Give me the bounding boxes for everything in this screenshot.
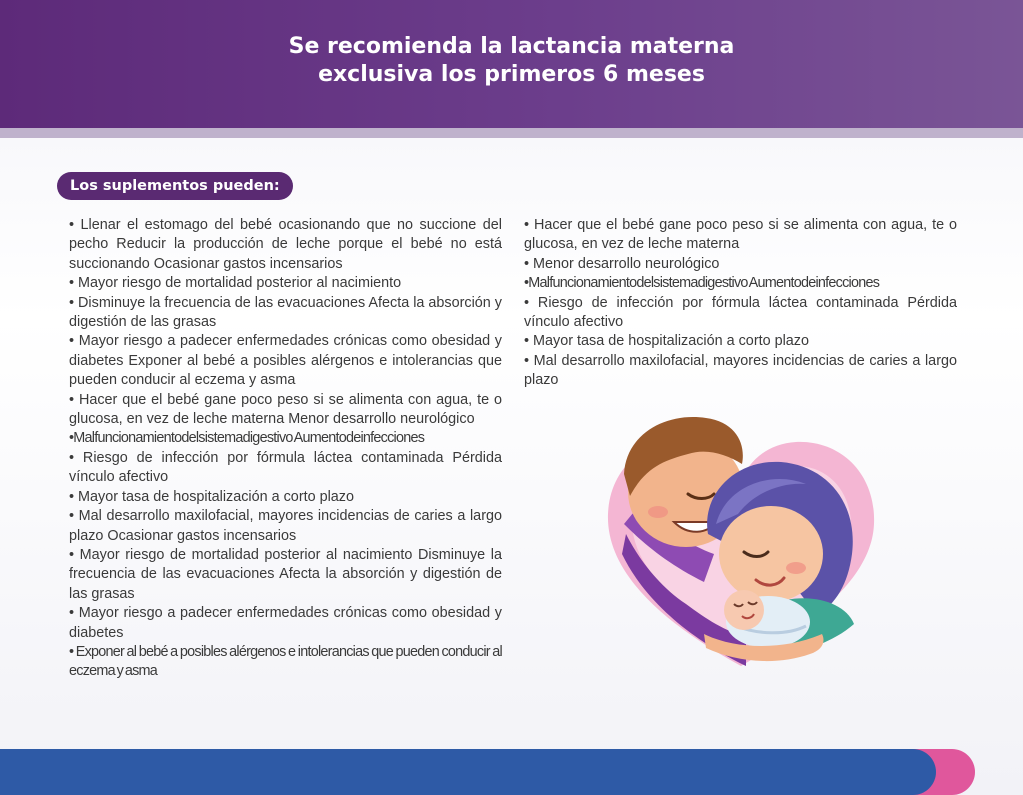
list-item: • Mal desarrollo maxilofacial, mayores incidencias de caries a largo plazo Ocasionar gastos incensarios <box>69 508 502 544</box>
list-item: • Hacer que el bebé gane poco peso si se alimenta con agua, te o glucosa, en vez de leche materna Menor desarrollo neurológico <box>69 391 502 428</box>
list-item: • Riesgo de infección por fórmula láctea contaminada Pérdida vínculo afectivo <box>524 294 957 331</box>
list-item: •Malfuncionamientodelsistemadigestivo Aumentodeinfecciones <box>69 430 425 447</box>
left-column-list <box>69 216 502 682</box>
right-column-list <box>524 216 957 391</box>
list-item: • Mal desarrollo maxilofacial, mayores incidencias de caries a largo plazo <box>524 352 957 389</box>
list-item: • Exponer al bebé a posibles alérgenos e intolerancias que pueden conducir al eczema y asma <box>69 643 502 680</box>
baby-face <box>724 590 764 630</box>
list-item: • Mayor riesgo de mortalidad posterior al nacimiento Disminuye la frecuencia de las evacuaciones Afecta la absorción y digestión de las grasas <box>69 546 502 602</box>
page-title: Se recomienda la lactancia materna exclusiva los primeros 6 meses <box>288 34 735 87</box>
mother-face <box>719 506 823 602</box>
list-item: • Mayor tasa de hospitalización a corto plazo <box>69 488 355 505</box>
list-item: • Mayor tasa de hospitalización a corto plazo <box>524 333 810 350</box>
family-illustration <box>596 404 886 674</box>
list-item: • Mayor riesgo a padecer enfermedades crónicas como obesidad y diabetes Exponer al bebé a posibles alérgenos e intolerancias que pueden conducir al eczema y asma <box>69 333 502 389</box>
list-item: • Hacer que el bebé gane poco peso si se alimenta con agua, te o glucosa, en vez de leche materna <box>524 217 957 253</box>
header-banner <box>0 0 1023 128</box>
list-item: • Disminuye la frecuencia de las evacuaciones Afecta la absorción y digestión de las grasas <box>69 294 502 331</box>
footer-blue-band <box>0 749 936 795</box>
list-item: • Menor desarrollo neurológico <box>524 255 720 272</box>
section-label: Los suplementos pueden: <box>57 172 293 200</box>
list-item: • Mayor riesgo de mortalidad posterior al nacimiento <box>69 275 402 292</box>
list-item: • Riesgo de infección por fórmula láctea contaminada Pérdida vínculo afectivo <box>69 449 502 486</box>
list-item: • Mayor riesgo a padecer enfermedades crónicas como obesidad y diabetes <box>69 605 502 641</box>
list-item: • Llenar el estomago del bebé ocasionando que no succione del pecho Reducir la producción de leche porque el bebé no está succionando Ocasionar gastos incensarios <box>69 217 502 272</box>
list-item: •Malfuncionamientodelsistemadigestivo Aumentodeinfecciones <box>524 275 880 292</box>
